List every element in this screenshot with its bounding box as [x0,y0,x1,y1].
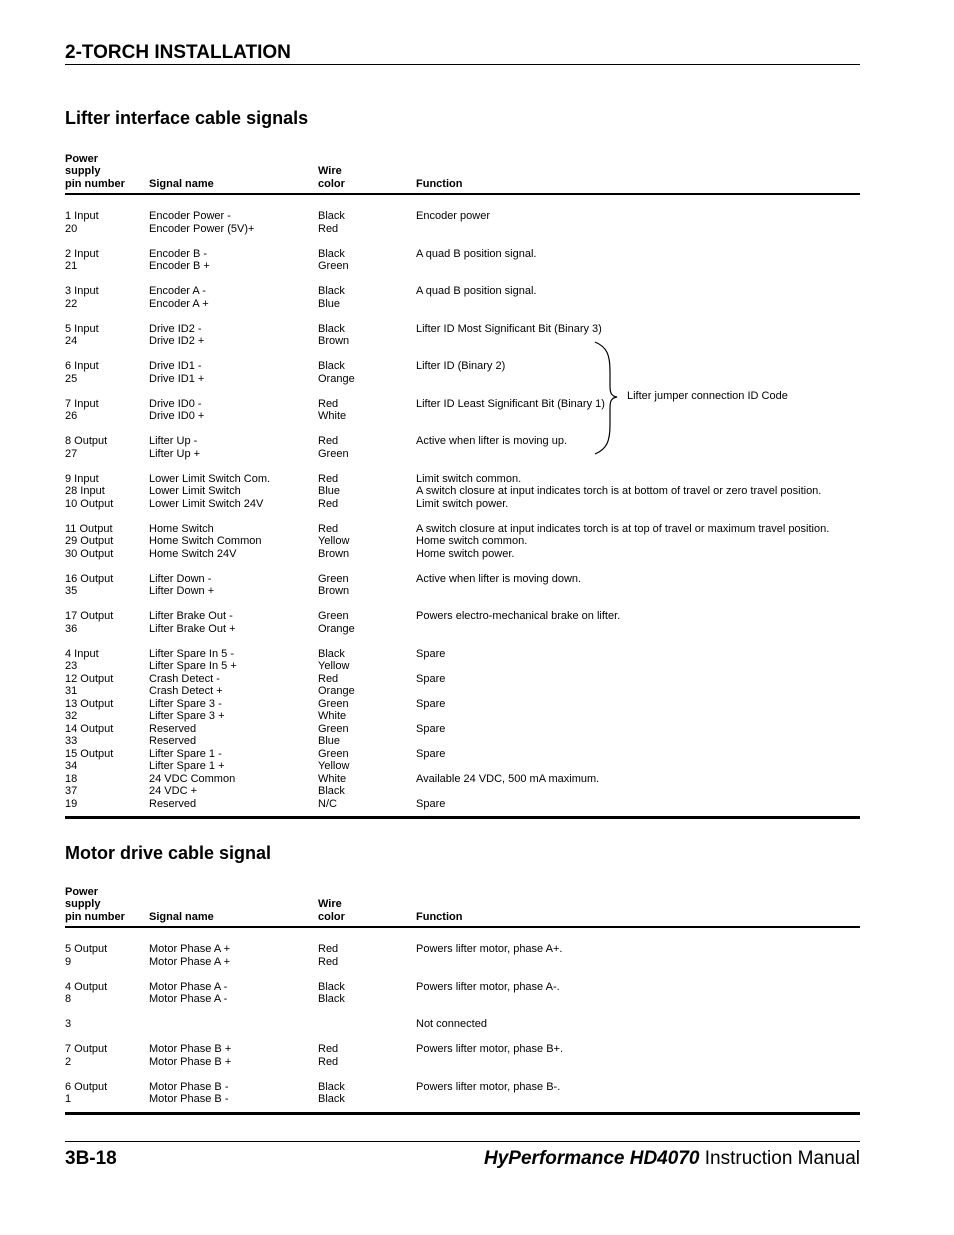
table-row [65,723,860,736]
signal-name-cell: Motor Phase A - [149,980,228,993]
function-cell: Not connected [416,1018,487,1030]
signal-name-cell: Home Switch Common [149,535,262,547]
header-wire-color: Wire color [318,898,345,923]
pin-number-cell: 1 [65,1093,72,1105]
table-row [65,248,860,261]
table-row [65,410,860,423]
signal-name-cell: Motor Phase B - [149,1080,229,1093]
header-wire-color: Wire color [318,165,345,190]
wire-color-cell: White [318,410,347,422]
wire-color-cell: Black [318,210,345,222]
signal-name-cell: Lifter Up - [149,435,198,447]
pin-number-cell: 8 Output [65,435,108,447]
signal-name-cell: Drive ID0 + [149,410,205,422]
pin-number-cell: 18 [65,772,78,785]
wire-color-cell: Red [318,672,339,685]
wire-color-cell: Black [318,1080,345,1093]
signal-name-cell: Reserved [149,735,197,747]
wire-color-cell: Black [318,1093,345,1105]
pin-number-cell: 9 Input [65,472,99,485]
pin-number-cell: 31 [65,685,78,697]
pin-number-cell: 5 Output [65,943,108,955]
pin-number-cell: 13 Output [65,697,114,710]
function-cell: Powers lifter motor, phase A+. [416,943,563,955]
wire-color-cell: Black [318,360,345,372]
wire-color-cell: Black [318,647,345,660]
wire-color-cell: Orange [318,622,355,635]
pin-number-cell: 10 Output [65,497,114,510]
signal-name-cell: Motor Phase B + [149,1043,232,1055]
table-row [65,298,860,311]
wire-color-cell: Black [318,785,345,797]
wire-color-cell: Green [318,747,349,760]
table-row [65,623,860,636]
pin-number-cell: 35 [65,585,78,597]
row-group [65,460,860,510]
function-cell: Active when lifter is moving down. [416,572,582,585]
function-cell: Spare [416,647,446,660]
pin-number-cell: 16 Output [65,572,114,585]
wire-color-cell: Black [318,993,345,1005]
row-group [65,560,860,598]
table-row [65,473,860,486]
wire-color-cell: Green [318,572,349,585]
pin-number-cell: 2 [65,1055,72,1068]
row-group [65,235,860,273]
page-number: 3B-18 [65,1148,117,1169]
section-header [65,42,860,65]
pin-number-cell: 11 Output [65,522,113,535]
wire-color-cell: Green [318,260,349,272]
wire-color-cell: Black [318,285,345,297]
pin-number-cell: 32 [65,710,78,722]
function-cell: Powers electro-mechanical brake on lifter. [416,610,621,622]
table-row [65,498,860,511]
pin-number-cell: 37 [65,785,78,797]
signal-name-cell: Lower Limit Switch 24V [149,497,264,510]
motor-table-header [65,886,860,928]
pin-number-cell: 9 [65,955,72,968]
pin-number-cell: 30 Output [65,547,114,560]
signal-name-cell: Lifter Spare 1 - [149,747,222,760]
pin-number-cell: 15 Output [65,747,114,760]
signal-name-cell: Encoder A - [149,285,206,297]
function-cell: Limit switch common. [416,472,522,485]
signal-name-cell: Lifter Spare In 5 + [149,660,237,672]
function-cell: Active when lifter is moving up. [416,435,568,447]
pin-number-cell: 22 [65,297,78,310]
signal-name-cell: Drive ID2 + [149,335,205,347]
table-row [65,335,860,348]
header-pin-number: Power supply pin number [65,152,125,190]
pin-number-cell: 20 [65,222,78,235]
signal-name-cell: Home Switch 24V [149,547,237,560]
lifter-table-body [65,195,860,816]
signal-name-cell: Encoder Power (5V)+ [149,222,255,235]
wire-color-cell: N/C [318,797,337,810]
header-signal-name: Signal name [149,910,214,923]
function-cell: Limit switch power. [416,497,509,510]
table-row [65,648,860,661]
function-cell: Available 24 VDC, 500 mA maximum. [416,772,600,785]
table-row [65,285,860,298]
row-group [65,1006,860,1031]
manual-label: Instruction Manual [704,1148,860,1169]
row-group [65,928,860,968]
table-row [65,735,860,748]
lifter-table-title: Lifter interface cable signals [65,108,309,128]
pin-number-cell: 34 [65,760,78,772]
section-title: 2-TORCH INSTALLATION [65,42,291,63]
signal-name-cell: Encoder B - [149,247,208,260]
function-cell: A switch closure at input indicates torch is at bottom of travel or zero travel position. [416,485,822,497]
wire-color-cell: Green [318,697,349,710]
pin-number-cell: 33 [65,735,78,747]
signal-name-cell: Motor Phase A - [149,993,228,1005]
signal-name-cell: Lower Limit Switch Com. [149,472,271,485]
wire-color-cell: Yellow [318,760,350,772]
table-row [65,798,860,811]
table-row [65,223,860,236]
pin-number-cell: 8 [65,993,72,1005]
wire-color-cell: Black [318,247,345,260]
signal-name-cell: Lifter Spare 3 - [149,697,222,710]
wire-color-cell: Red [318,943,339,955]
pin-number-cell: 6 Output [65,1080,108,1093]
table-row [65,981,860,994]
function-cell: Spare [416,697,446,710]
signal-name-cell: Motor Phase A + [149,943,231,955]
pin-number-cell: 24 [65,335,78,347]
table-row [65,210,860,223]
row-group [65,348,860,386]
table-row [65,710,860,723]
table-row [65,260,860,273]
wire-color-cell: Red [318,955,339,968]
table-row [65,360,860,373]
function-cell: Home switch common. [416,535,528,547]
wire-color-cell: Red [318,497,339,510]
signal-name-cell: Encoder Power - [149,210,231,222]
row-group [65,510,860,560]
function-cell: A switch closure at input indicates torch is at top of travel or maximum travel position. [416,522,830,535]
pin-number-cell: 14 Output [65,722,114,735]
pin-number-cell: 4 Output [65,980,108,993]
table-row [65,1081,860,1094]
function-cell: Encoder power [416,210,490,222]
function-cell: A quad B position signal. [416,285,537,297]
signal-name-cell: Lifter Brake Out + [149,622,236,635]
function-cell: Lifter ID (Binary 2) [416,360,506,372]
table-row [65,1018,860,1031]
pin-number-cell: 7 Output [65,1043,108,1055]
row-group [65,273,860,311]
jumper-id-brace [593,341,623,455]
pin-number-cell: 21 [65,260,78,272]
signal-name-cell: Lower Limit Switch [149,485,241,497]
function-cell: Spare [416,797,446,810]
pin-number-cell: 27 [65,447,78,460]
signal-name-cell: Drive ID0 - [149,397,202,410]
function-cell: Spare [416,722,446,735]
wire-color-cell: Brown [318,585,350,597]
motor-table-title: Motor drive cable signal [65,843,272,863]
row-group [65,968,860,1006]
wire-color-cell: Green [318,610,349,622]
header-pin-number: Power supply pin number [65,885,125,923]
pin-number-cell: 6 Input [65,360,99,372]
footer-rule [65,1141,860,1142]
row-group [65,423,860,461]
wire-color-cell: Blue [318,485,341,497]
wire-color-cell: Black [318,980,345,993]
wire-color-cell: White [318,710,347,722]
table-row [65,1056,860,1069]
signal-name-cell: Encoder B + [149,260,210,272]
signal-name-cell: 24 VDC + [149,785,197,797]
table-row [65,573,860,586]
signal-name-cell: Motor Phase A + [149,955,231,968]
lifter-table-bottom-rule [65,816,860,819]
function-cell: Spare [416,672,446,685]
pin-number-cell: 25 [65,372,78,385]
signal-name-cell: Motor Phase B + [149,1055,232,1068]
table-row [65,748,860,761]
motor-table-body [65,928,860,1112]
wire-color-cell: Black [318,322,345,335]
row-group [65,598,860,636]
wire-color-cell: Red [318,472,339,485]
table-row [65,585,860,598]
table-row [65,943,860,956]
wire-color-cell: Blue [318,735,341,747]
table-row [65,685,860,698]
row-group [65,1031,860,1069]
wire-color-cell: Red [318,522,339,535]
row-group [65,310,860,348]
table-row [65,785,860,798]
pin-number-cell: 17 Output [65,610,114,622]
wire-color-cell: Green [318,722,349,735]
wire-color-cell: Red [318,222,339,235]
signal-name-cell: Lifter Spare 3 + [149,710,225,722]
pin-number-cell: 12 Output [65,672,114,685]
pin-number-cell: 28 Input [65,485,105,497]
signal-name-cell: Lifter Spare 1 + [149,760,225,772]
table-row [65,535,860,548]
table-row [65,548,860,561]
signal-name-cell: Motor Phase B - [149,1093,229,1105]
signal-name-cell: Lifter Down - [149,572,212,585]
function-cell: Powers lifter motor, phase A-. [416,980,560,993]
signal-name-cell: Reserved [149,797,197,810]
pin-number-cell: 19 [65,797,78,810]
lifter-table-header [65,153,860,195]
row-group [65,1068,860,1106]
signal-name-cell: Home Switch [149,522,214,535]
wire-color-cell: Brown [318,335,350,347]
pin-number-cell: 29 Output [65,535,114,547]
signal-name-cell: Reserved [149,722,197,735]
product-name: HyPerformance HD4070 [484,1148,700,1169]
wire-color-cell: Red [318,1043,339,1055]
header-signal-name: Signal name [149,177,214,190]
row-group [65,635,860,810]
signal-name-cell: Lifter Down + [149,585,215,597]
table-row [65,323,860,336]
signal-name-cell: Crash Detect - [149,672,220,685]
wire-color-cell: Yellow [318,535,350,547]
function-cell: A quad B position signal. [416,247,537,260]
table-row [65,760,860,773]
function-cell: Spare [416,747,446,760]
table-row [65,673,860,686]
pin-number-cell: 36 [65,622,78,635]
function-cell: Powers lifter motor, phase B-. [416,1080,561,1093]
wire-color-cell: Red [318,435,339,447]
table-row [65,523,860,536]
motor-signal-table [65,886,860,1115]
signal-name-cell: Encoder A + [149,297,209,310]
lifter-signal-table [65,153,860,819]
pin-number-cell: 2 Input [65,247,99,260]
wire-color-cell: Yellow [318,660,350,672]
pin-number-cell: 3 Input [65,285,99,297]
pin-number-cell: 5 Input [65,322,99,335]
signal-name-cell: Drive ID1 - [149,360,202,372]
pin-number-cell: 26 [65,410,78,422]
table-row [65,660,860,673]
motor-table-bottom-rule [65,1112,860,1115]
wire-color-cell: Red [318,1055,339,1068]
signal-name-cell: Lifter Brake Out - [149,610,233,622]
table-row [65,435,860,448]
header-function: Function [416,177,463,190]
row-group [65,195,860,235]
table-row [65,1093,860,1106]
table-row [65,773,860,786]
table-row [65,698,860,711]
signal-name-cell: Lifter Spare In 5 - [149,647,234,660]
table-row [65,373,860,386]
wire-color-cell: Orange [318,685,355,697]
table-row [65,1043,860,1056]
wire-color-cell: White [318,772,347,785]
wire-color-cell: Brown [318,547,350,560]
signal-name-cell: Crash Detect + [149,685,223,697]
table-row [65,610,860,623]
table-row [65,993,860,1006]
pin-number-cell: 7 Input [65,397,99,410]
wire-color-cell: Blue [318,297,341,310]
header-function: Function [416,910,463,923]
jumper-id-code-label: Lifter jumper connection ID Code [627,390,788,402]
wire-color-cell: Orange [318,372,355,385]
pin-number-cell: 4 Input [65,647,99,660]
table-row [65,448,860,461]
signal-name-cell: Drive ID2 - [149,322,202,335]
signal-name-cell: 24 VDC Common [149,772,236,785]
function-cell: Powers lifter motor, phase B+. [416,1043,564,1055]
signal-name-cell: Lifter Up + [149,447,201,460]
function-cell: Lifter ID Most Significant Bit (Binary 3) [416,322,602,335]
manual-title [484,1148,860,1170]
wire-color-cell: Green [318,447,349,460]
pin-number-cell: 3 [65,1018,72,1030]
pin-number-cell: 23 [65,660,78,672]
function-cell: Lifter ID Least Significant Bit (Binary 1) [416,397,605,410]
function-cell: Home switch power. [416,547,515,560]
pin-number-cell: 1 Input [65,210,99,222]
wire-color-cell: Red [318,397,339,410]
table-row [65,485,860,498]
signal-name-cell: Drive ID1 + [149,372,205,385]
table-row [65,956,860,969]
